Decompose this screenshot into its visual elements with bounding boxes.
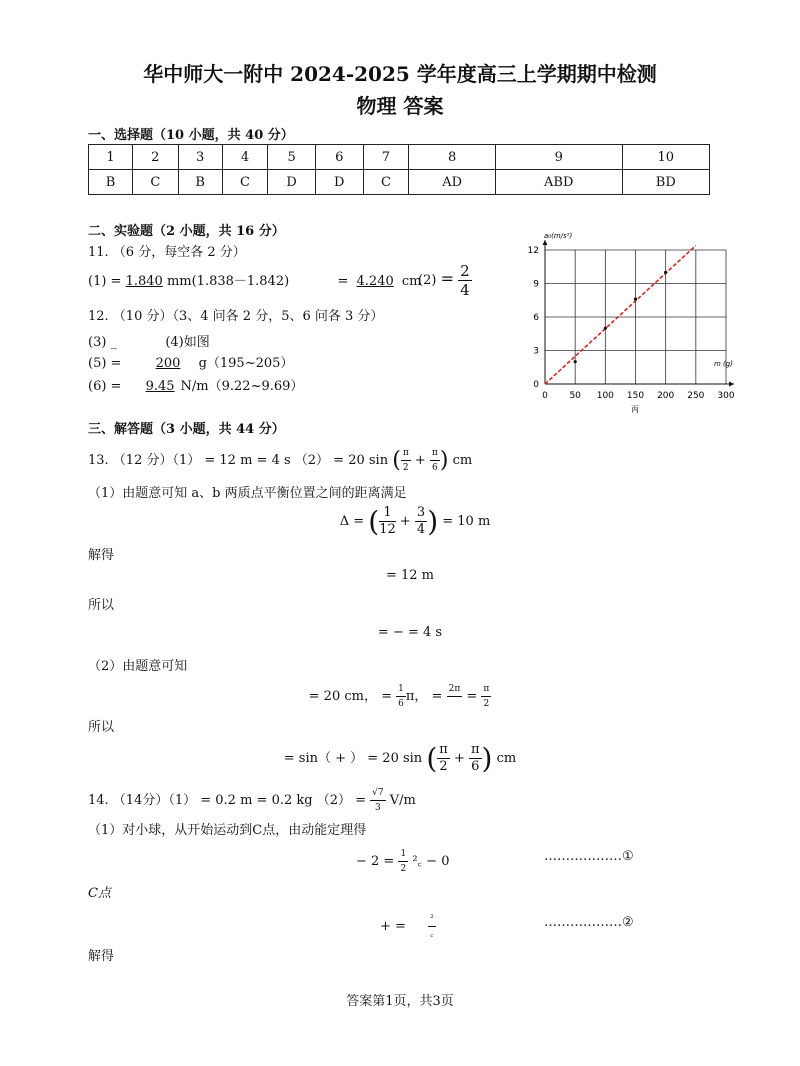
q13-eq5-a: = sin（ + ） = 20 sin: [283, 751, 423, 766]
q11-p2-unit: cm: [397, 274, 422, 289]
so-label-1: 所以: [88, 598, 115, 613]
q13-eq4-frac3: [481, 682, 491, 711]
q13-eq4-eq: =: [462, 689, 482, 704]
section2-heading: 二、实验题（2 小题，共 16 分）: [88, 224, 285, 239]
q13-head-text: 13. （12 分）（1） = 12 m = 4 s （2） = 20 sin: [88, 453, 389, 468]
q13-head-unit: cm: [448, 453, 473, 468]
q14-head-frac-num: √7: [370, 786, 385, 801]
question-number-cell: 6: [315, 145, 363, 170]
q13-eq5-frac1-num: π: [439, 742, 448, 757]
q14-head-frac: [370, 786, 385, 815]
q13-equation3: = − = 4 s: [377, 625, 443, 640]
q14-eq1-a: − 2 =: [356, 854, 395, 869]
q14-eq2-frac-den: ꜀: [430, 929, 434, 939]
answer-cell: C: [133, 170, 179, 195]
q14-equation1: [356, 847, 449, 876]
answer-cell: C: [363, 170, 409, 195]
q13-eq1-frac2-den: 4: [416, 522, 426, 537]
chart-ticks: [528, 246, 735, 401]
so-label-2: 所以: [88, 720, 115, 735]
q11-p2-eq: =: [337, 274, 349, 289]
y-tick-label: 0: [533, 380, 539, 390]
q13-eq1-pre: Δ =: [339, 514, 365, 529]
exam-title: 华中师大一附中 2024-2025 学年度高三上学期期中检测: [143, 62, 657, 86]
q13-head-frac2: [430, 446, 440, 475]
q14-eq2-marker: ………………②: [544, 915, 634, 930]
chart-caption: 丙: [631, 405, 639, 414]
section3-heading: 三、解答题（3 小题，共 44 分）: [88, 422, 285, 437]
q11-p2-value: 4.240: [356, 274, 394, 289]
q13-eq5-frac2-den: 6: [471, 759, 480, 774]
answer-cell: AD: [409, 170, 496, 195]
q13-eq4-frac3-den: 2: [483, 699, 490, 709]
q13-eq4-frac2-num: 2π: [447, 682, 463, 697]
q12-6-value: 9.45: [145, 379, 175, 394]
q11-p1-label: (1) =: [88, 274, 122, 289]
x-tick-label: 150: [626, 391, 645, 401]
q14-eq1-marker: ………………①: [544, 849, 634, 864]
q12-5-unit: g（195~205）: [198, 356, 294, 371]
question-number-cell: 5: [268, 145, 316, 170]
q13-eq1-frac2: [415, 505, 427, 538]
q13-eq4-frac1-den: 6: [398, 699, 404, 709]
q14-eq1-frac-den: 2: [400, 864, 407, 874]
q13-eq1-frac1: [379, 505, 396, 538]
data-point: [634, 298, 637, 301]
question-number-cell: 4: [222, 145, 268, 170]
chart-marks: [545, 246, 696, 384]
q12-part3: (3) _: [88, 335, 118, 350]
q13-eq4-frac2: [447, 682, 463, 711]
q12-heading: 12. （10 分）（3、4 问各 2 分，5、6 问各 3 分）: [88, 309, 384, 324]
question-number-cell: 2: [133, 145, 179, 170]
y-tick-label: 6: [533, 313, 539, 323]
q13-eq1-post: = 10 m: [442, 514, 491, 529]
q13-eq4-frac3-num: π: [481, 682, 491, 697]
question-number-cell: 8: [409, 145, 496, 170]
q13-eq5-plus: +: [449, 751, 469, 766]
q13-head-plus: +: [410, 453, 430, 468]
q13-head-frac1-den: 2: [402, 463, 409, 473]
acceleration-mass-chart: [518, 226, 740, 420]
q13-eq5-frac1: [437, 742, 450, 775]
x-tick-label: 300: [717, 391, 735, 401]
y-tick-label: 12: [527, 246, 539, 256]
answer-table-answer-row: [89, 170, 710, 195]
q11-part2: [418, 262, 472, 299]
solve-label-2: 解得: [88, 949, 115, 964]
y-tick-label: 9: [533, 279, 539, 290]
y-axis-arrow: [543, 240, 548, 245]
q12-6-unit: N/m（9.22~9.69）: [180, 379, 304, 394]
answer-table: [88, 144, 710, 195]
q11-p3-eq: =: [440, 269, 454, 288]
q14-eq1-frac-num: 1: [398, 847, 408, 862]
q13-eq5-frac2: [469, 742, 482, 775]
q13-head-frac2-num: π: [430, 446, 440, 461]
answer-cell: ABD: [495, 170, 622, 195]
q13-eq5-frac2-num: π: [470, 742, 480, 757]
q13-equation5: = sin（ + ） = 20 sin ( $\frac{\pi}{2}$ + $\frac{\pi}{6}$ ) cm: [283, 742, 517, 775]
q13-eq4-b: π， =: [405, 689, 443, 704]
q14-eq2-frac: [428, 912, 436, 941]
page-footer: 答案第1页，共3页: [346, 994, 454, 1009]
q13-explain2: （2）由题意可知: [88, 659, 188, 674]
q14-head-unit: V/m: [385, 793, 416, 808]
data-point: [604, 327, 607, 330]
x-tick-label: 250: [687, 391, 705, 401]
section1-heading: 一、选择题（10 小题，共 40 分）: [88, 128, 294, 143]
x-tick-label: 100: [596, 391, 614, 401]
q12-6-label: (6) =: [88, 379, 122, 394]
question-number-cell: 1: [89, 145, 133, 170]
q14-explain1: （1）对小球，从开始运动到C点，由动能定理得: [88, 823, 367, 838]
q14-eq1-b: ²꜀ − 0: [408, 854, 450, 869]
q13-eq5-unit: cm: [492, 751, 517, 766]
chart-grid: [545, 250, 726, 384]
q14-eq1-frac: [398, 847, 408, 876]
q12-part6: [88, 375, 303, 394]
q13-head-frac2-den: 6: [432, 463, 438, 473]
q13-eq1-frac1-num: 1: [379, 505, 396, 522]
q13-eq4-frac1: [396, 682, 406, 711]
q13-head-frac1: [401, 446, 411, 475]
q14-equation2: [380, 912, 436, 941]
question-number-cell: 9: [495, 145, 622, 170]
q13-explain1: （1）由题意可知 a、b 两质点平衡位置之间的距离满足: [88, 486, 407, 501]
q11-p1-value: 1.840: [125, 274, 163, 289]
q13-eq1-frac2-num: 3: [416, 505, 426, 520]
q12-part5: [88, 352, 293, 371]
q12-parts-3-4: [88, 331, 210, 350]
q13-heading: 13. （12 分）（1） = 12 m = 4 s （2） = 20 sin ( $\frac{\pi}{2}$ + $\frac{\pi}{6}$ ) cm: [88, 448, 473, 473]
question-number-cell: 3: [178, 145, 222, 170]
q12-part4: (4)如图: [165, 335, 210, 350]
chart-axes: [543, 240, 735, 387]
question-number-cell: 10: [622, 145, 709, 170]
answer-cell: BD: [622, 170, 709, 195]
q13-equation4: [0, 682, 800, 711]
q11-frac-num: 2: [460, 262, 470, 280]
q14-point-c-label: C点: [88, 886, 111, 901]
y-tick-label: 3: [533, 346, 539, 357]
q11-frac-den: 4: [460, 281, 470, 299]
q11-p1-unit: mm(1.838－1.842): [162, 274, 290, 289]
q14-head-text: 14. （14分）（1） = 0.2 m = 0.2 kg （2） =: [88, 793, 367, 808]
exam-subtitle: 物理 答案: [356, 94, 444, 118]
q12-5-value: 200: [155, 356, 181, 371]
chart-y-label: a₀(m/s²): [544, 232, 573, 240]
x-tick-label: 200: [657, 391, 675, 401]
x-tick-label: 0: [542, 391, 548, 401]
q13-eq1-plus: +: [395, 514, 415, 529]
q13-equation2: = 12 m: [385, 568, 435, 583]
q13-head-frac1-num: π: [401, 446, 411, 461]
chart-x-label: m (g): [714, 360, 733, 368]
q11-fraction: [458, 262, 472, 299]
answer-cell: B: [178, 170, 222, 195]
answer-cell: B: [89, 170, 133, 195]
q11-p3-label: (2): [418, 273, 437, 288]
data-point: [664, 271, 667, 274]
q11-heading: 11. （6 分，每空各 2 分）: [88, 245, 246, 260]
q14-eq2-a: + =: [380, 919, 406, 934]
q13-eq4-frac1-num: 1: [396, 682, 406, 697]
q13-eq4-a: = 20 cm， =: [308, 689, 392, 704]
q13-equation1: Δ = ( $\frac{1}{12}$ + $\frac{3}{4}$ ) = 10 m: [339, 505, 491, 538]
answer-table-number-row: [89, 145, 710, 170]
fit-line: [545, 246, 696, 384]
q12-5-label: (5) =: [88, 356, 122, 371]
answer-cell: D: [268, 170, 316, 195]
x-axis-arrow: [729, 382, 734, 387]
data-point: [574, 360, 577, 363]
answer-cell: D: [315, 170, 363, 195]
answer-cell: C: [222, 170, 268, 195]
q11-answers: [88, 270, 421, 289]
q13-eq1-frac1-den: 12: [379, 522, 396, 537]
x-tick-label: 50: [569, 391, 581, 401]
solve-label-1: 解得: [88, 548, 115, 563]
q13-eq5-frac1-den: 2: [439, 759, 448, 774]
q14-eq2-frac-num: ²: [428, 912, 436, 927]
q14-head-frac-den: 3: [375, 803, 381, 813]
q14-heading: [88, 786, 416, 815]
question-number-cell: 7: [363, 145, 409, 170]
